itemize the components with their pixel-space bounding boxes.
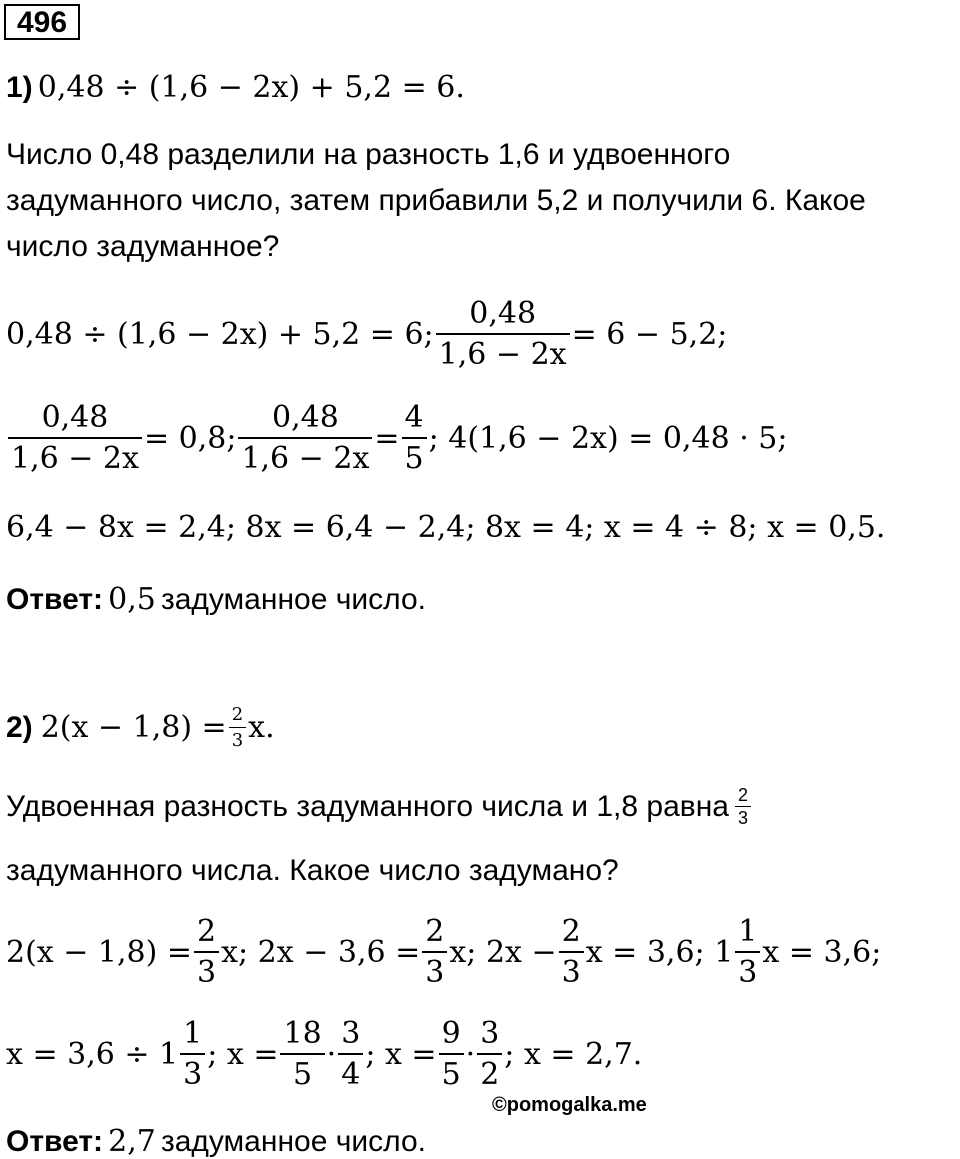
fraction-numerator: 0,48 [238, 400, 372, 439]
part2-solution-line-2 [6, 1016, 642, 1092]
answer-text: задуманное число. [160, 583, 426, 616]
part2-label: 2) [6, 710, 33, 744]
fraction [559, 914, 584, 990]
fraction-denominator: 2 [480, 1057, 500, 1092]
fraction [280, 1016, 324, 1092]
fraction-numerator: 2 [194, 914, 219, 953]
fraction-denominator: 5 [404, 441, 424, 476]
fraction [338, 1016, 363, 1092]
answer-label: Ответ: [6, 1125, 104, 1158]
part2-statement-a: Удвоенная разность задуманного числа и 1,8 равна [6, 789, 729, 823]
s2-text-b: ; x = [207, 1036, 279, 1072]
fraction-denominator: 3 [737, 808, 748, 828]
s1-text-e: x = 3,6; [762, 934, 882, 970]
fraction-denominator: 3 [231, 730, 244, 751]
s1-text-b: x; 2x − 3,6 = [221, 934, 421, 970]
fraction-denominator: 3 [183, 1057, 203, 1092]
fraction-numerator: 4 [402, 400, 427, 439]
part1-solution-line-2 [6, 400, 787, 476]
fraction-denominator: 3 [425, 955, 445, 990]
fraction-denominator: 1,6 − 2x [438, 337, 567, 372]
part1-statement-line-1: Число 0,48 разделили на разность 1,6 и удвоенного [6, 138, 731, 171]
fraction [402, 400, 427, 476]
fraction-denominator: 1,6 − 2x [241, 441, 370, 476]
s2-text-c: · [326, 1036, 337, 1072]
fraction-numerator: 18 [280, 1016, 324, 1055]
sol1-text-a: 0,48 ÷ (1,6 − 2x) + 5,2 = 6; [6, 316, 434, 352]
answer-value: 0,5 [108, 582, 156, 617]
fraction-denominator: 3 [738, 955, 758, 990]
part1-equation-line [6, 70, 465, 105]
part1-statement-line-3: число задуманное? [6, 230, 280, 263]
s2-text-f: ; x = 2,7. [504, 1036, 643, 1072]
s2-text-d: ; x = [365, 1036, 437, 1072]
fraction [439, 1016, 464, 1092]
part1-statement-line-2: задуманного число, затем прибавили 5,2 и получили 6. Какое [6, 184, 866, 217]
sol2-text-b: = [374, 420, 400, 456]
part1-solution-line-3: 6,4 − 8x = 2,4; 8x = 6,4 − 2,4; 8x = 4; x = 4 ÷ 8; x = 0,5. [6, 510, 886, 545]
fraction-denominator: 4 [341, 1057, 361, 1092]
fraction-numerator: 0,48 [436, 296, 570, 335]
fraction [422, 914, 447, 990]
answer-value: 2,7 [108, 1124, 156, 1159]
sol1-text-b: = 6 − 5,2; [571, 316, 728, 352]
fraction-denominator: 3 [197, 955, 217, 990]
fraction-denominator: 5 [441, 1057, 461, 1092]
fraction-numerator: 3 [477, 1016, 502, 1055]
s2-text-a: x = 3,6 ÷ 1 [6, 1036, 179, 1072]
answer-text: задуманное число. [160, 1125, 426, 1158]
s1-text-d: x = 3,6; 1 [585, 934, 734, 970]
fraction-numerator: 0,48 [8, 400, 142, 439]
fraction-denominator: 5 [293, 1057, 313, 1092]
fraction-numerator: 2 [422, 914, 447, 953]
fraction-numerator: 9 [439, 1016, 464, 1055]
part1-solution-line-1 [6, 296, 727, 372]
watermark: ©pomogalka.me [492, 1094, 647, 1116]
part1-answer [6, 582, 426, 617]
s1-text-a: 2(x − 1,8) = [6, 934, 193, 970]
part1-label: 1) [6, 71, 33, 104]
part2-answer [6, 1124, 426, 1159]
part2-equation-line [6, 704, 275, 751]
fraction [229, 704, 246, 751]
problem-number: 496 [4, 4, 80, 40]
fraction [8, 400, 142, 476]
fraction [477, 1016, 502, 1092]
fraction [735, 786, 751, 827]
fraction [194, 914, 219, 990]
fraction [436, 296, 570, 372]
fraction-numerator: 1 [180, 1016, 205, 1055]
fraction-numerator: 2 [735, 786, 751, 807]
part2-statement-line-1 [6, 786, 753, 827]
part2-eq-b: x. [248, 710, 275, 745]
fraction-numerator: 3 [338, 1016, 363, 1055]
part1-equation: 0,48 ÷ (1,6 − 2x) + 5,2 = 6. [37, 70, 465, 105]
fraction-numerator: 2 [559, 914, 584, 953]
part2-statement-line-2: задуманного числа. Какое число задумано? [6, 854, 619, 887]
fraction [180, 1016, 205, 1092]
fraction-numerator: 1 [735, 914, 760, 953]
s2-text-e: · [465, 1036, 476, 1072]
fraction-denominator: 3 [561, 955, 581, 990]
fraction [238, 400, 372, 476]
answer-label: Ответ: [6, 583, 104, 616]
sol2-text-a: = 0,8; [143, 420, 237, 456]
sol2-text-c: ; 4(1,6 − 2x) = 0,48 · 5; [428, 420, 788, 456]
part2-solution-line-1 [6, 914, 881, 990]
part2-eq-a: 2(x − 1,8) = [40, 710, 227, 745]
fraction-numerator: 2 [229, 704, 246, 728]
fraction [735, 914, 760, 990]
s1-text-c: x; 2x − [449, 934, 557, 970]
fraction-denominator: 1,6 − 2x [11, 441, 139, 476]
